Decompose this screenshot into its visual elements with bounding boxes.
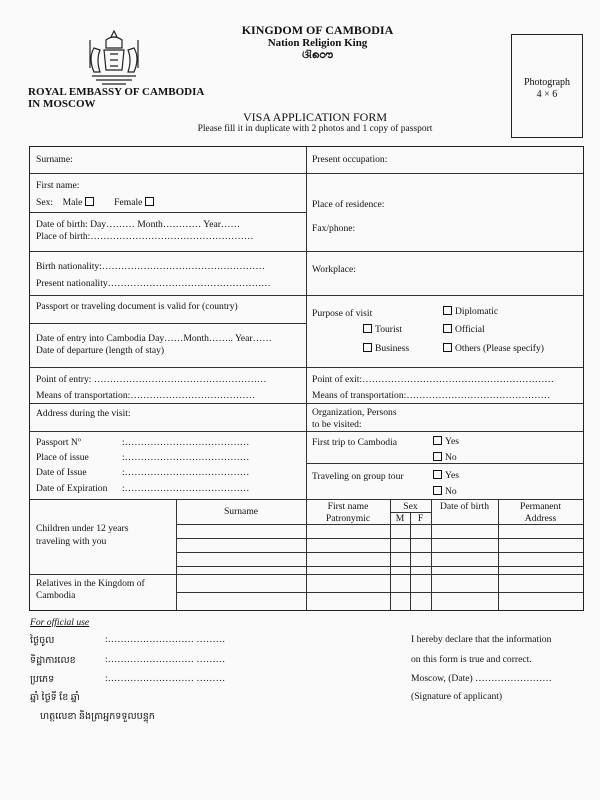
form-title: VISA APPLICATION FORM bbox=[242, 110, 388, 124]
royal-emblem bbox=[82, 28, 146, 86]
official-option bbox=[440, 324, 485, 335]
khmer-dots-1: :……………………… ……… bbox=[105, 634, 226, 645]
means-transport-exit-label: Means of transportation:……………………………………… bbox=[312, 390, 551, 401]
date-expiration-label: Date of Expiration bbox=[36, 483, 108, 494]
place-issue-label: Place of issue bbox=[36, 452, 89, 463]
others-option bbox=[440, 343, 544, 354]
others-checkbox[interactable] bbox=[443, 343, 452, 352]
declaration-line-2: on this form is true and correct. bbox=[411, 654, 532, 665]
surname-label: Surname: bbox=[36, 154, 73, 165]
embassy-line2: IN MOSCOW bbox=[28, 98, 96, 110]
first-trip-label: First trip to Cambodia bbox=[312, 437, 398, 448]
khmer-field-2: ទិដ្ឋាការលេខ bbox=[30, 655, 76, 666]
first-trip-no-checkbox[interactable] bbox=[433, 452, 442, 461]
group-tour-label: Traveling on group tour bbox=[312, 471, 404, 482]
dob-label: Date of birth: Day……… Month………… Year…… bbox=[36, 219, 241, 230]
official-use-label: For official use bbox=[30, 617, 90, 628]
photo-size: 4 × 6 bbox=[536, 89, 558, 100]
col-dob: Date of birth bbox=[439, 501, 490, 512]
declaration-line-1: I hereby declare that the information bbox=[411, 634, 552, 645]
passport-no-label: Passport Nº bbox=[36, 437, 81, 448]
children-label-2: traveling with you bbox=[36, 536, 107, 547]
point-entry-label: Point of entry: ……………………………………………… bbox=[36, 374, 267, 385]
motto: Nation Religion King bbox=[267, 37, 368, 49]
relatives-label-2: Cambodia bbox=[36, 590, 76, 601]
col-f: F bbox=[417, 513, 424, 524]
group-tour-no bbox=[430, 486, 457, 497]
col-patronymic: Patronymic bbox=[325, 513, 371, 524]
khmer-field-3: ប្រភេទ bbox=[30, 674, 55, 685]
business-option bbox=[360, 343, 409, 354]
tourist-option bbox=[360, 324, 402, 335]
address-visit-label: Address during the visit: bbox=[36, 408, 131, 419]
yes-label: Yes bbox=[445, 436, 459, 447]
organization-label: Organization, Persons bbox=[312, 407, 397, 418]
male-label: Male bbox=[62, 197, 83, 208]
date-issue-label: Date of Issue bbox=[36, 467, 87, 478]
date-expiration-dots: :………………………………… bbox=[122, 483, 250, 494]
means-transport-entry-label: Means of transportation:………………………………… bbox=[36, 390, 256, 401]
khmer-signature-label: ហត្ថលេខា និងត្រាអ្នកទទួលបន្ទុក bbox=[40, 711, 155, 722]
khmer-dots-3: :……………………… ……… bbox=[105, 673, 226, 684]
no-label: No bbox=[445, 486, 457, 497]
business-checkbox[interactable] bbox=[363, 343, 372, 352]
children-label-1: Children under 12 years bbox=[36, 523, 129, 534]
present-nationality-label: Present nationality…………………………………………… bbox=[36, 278, 271, 289]
col-address: Address bbox=[524, 513, 557, 524]
female-label: Female bbox=[114, 197, 143, 208]
first-trip-no bbox=[430, 452, 457, 463]
occupation-label: Present occupation: bbox=[312, 154, 388, 165]
photo-box bbox=[511, 34, 583, 138]
place-issue-dots: :………………………………… bbox=[122, 452, 250, 463]
date-departure-label: Date of departure (length of stay) bbox=[36, 345, 165, 356]
birth-nationality-label: Birth nationality:…………………………………………… bbox=[36, 261, 265, 272]
col-permanent: Permanent bbox=[519, 501, 562, 512]
sex-row bbox=[36, 197, 157, 208]
pob-label: Place of birth:…………………………………………… bbox=[36, 231, 254, 242]
others-label: Others (Please specify) bbox=[455, 343, 544, 354]
tourist-checkbox[interactable] bbox=[363, 324, 372, 333]
yes-label: Yes bbox=[445, 470, 459, 481]
passport-valid-label: Passport or traveling document is valid for (country) bbox=[36, 301, 238, 312]
first-trip-yes-checkbox[interactable] bbox=[433, 436, 442, 445]
point-exit-label: Point of exit:…………………………………………………… bbox=[312, 374, 554, 385]
official-checkbox[interactable] bbox=[443, 324, 452, 333]
diplomatic-option bbox=[440, 306, 498, 317]
diplomatic-checkbox[interactable] bbox=[443, 306, 452, 315]
first-name-label: First name: bbox=[36, 180, 80, 191]
to-be-visited-label: to be visited: bbox=[312, 419, 362, 430]
sex-label: Sex: bbox=[36, 197, 54, 208]
khmer-field-4: ឆ្នាំ ថ្ងៃទី ខែ ឆ្នាំ bbox=[30, 692, 80, 703]
diplomatic-label: Diplomatic bbox=[455, 306, 499, 317]
passport-no-dots: :………………………………… bbox=[122, 437, 250, 448]
kingdom-title: KINGDOM OF CAMBODIA bbox=[241, 23, 394, 37]
date-issue-dots: :………………………………… bbox=[122, 467, 250, 478]
date-entry-label: Date of entry into Cambodia Day……Month…….. Year…… bbox=[36, 333, 272, 344]
application-table bbox=[29, 146, 584, 611]
group-tour-no-checkbox[interactable] bbox=[433, 486, 442, 495]
tourist-label: Tourist bbox=[375, 324, 403, 335]
no-label: No bbox=[445, 452, 457, 463]
residence-label: Place of residence: bbox=[312, 199, 385, 210]
business-label: Business bbox=[375, 343, 410, 354]
form-subtitle: Please fill it in duplicate with 2 photos and 1 copy of passport bbox=[197, 124, 433, 134]
col-sex: Sex bbox=[403, 501, 418, 512]
official-label: Official bbox=[455, 324, 485, 335]
moscow-date: Moscow, (Date) …………………… bbox=[411, 673, 552, 684]
khmer-field-1: ថ្ងៃចូល bbox=[30, 635, 55, 646]
relatives-label-1: Relatives in the Kingdom of bbox=[36, 578, 145, 589]
motto-khmer: ଔഠൌ bbox=[302, 50, 333, 61]
workplace-label: Workplace: bbox=[312, 264, 356, 275]
embassy-line1: ROYAL EMBASSY OF CAMBODIA bbox=[28, 86, 205, 98]
group-tour-yes bbox=[430, 470, 459, 481]
group-tour-yes-checkbox[interactable] bbox=[433, 470, 442, 479]
signature-label: (Signature of applicant) bbox=[411, 691, 503, 702]
col-first-name: First name bbox=[327, 501, 369, 512]
first-trip-yes bbox=[430, 436, 459, 447]
male-checkbox[interactable] bbox=[85, 197, 94, 206]
khmer-dots-2: :……………………… ……… bbox=[105, 654, 226, 665]
fax-label: Fax/phone: bbox=[312, 223, 356, 234]
female-checkbox[interactable] bbox=[145, 197, 154, 206]
photo-label: Photograph bbox=[523, 77, 571, 88]
col-m: M bbox=[395, 513, 405, 524]
col-surname: Surname bbox=[223, 506, 259, 517]
purpose-label: Purpose of visit bbox=[312, 308, 373, 319]
